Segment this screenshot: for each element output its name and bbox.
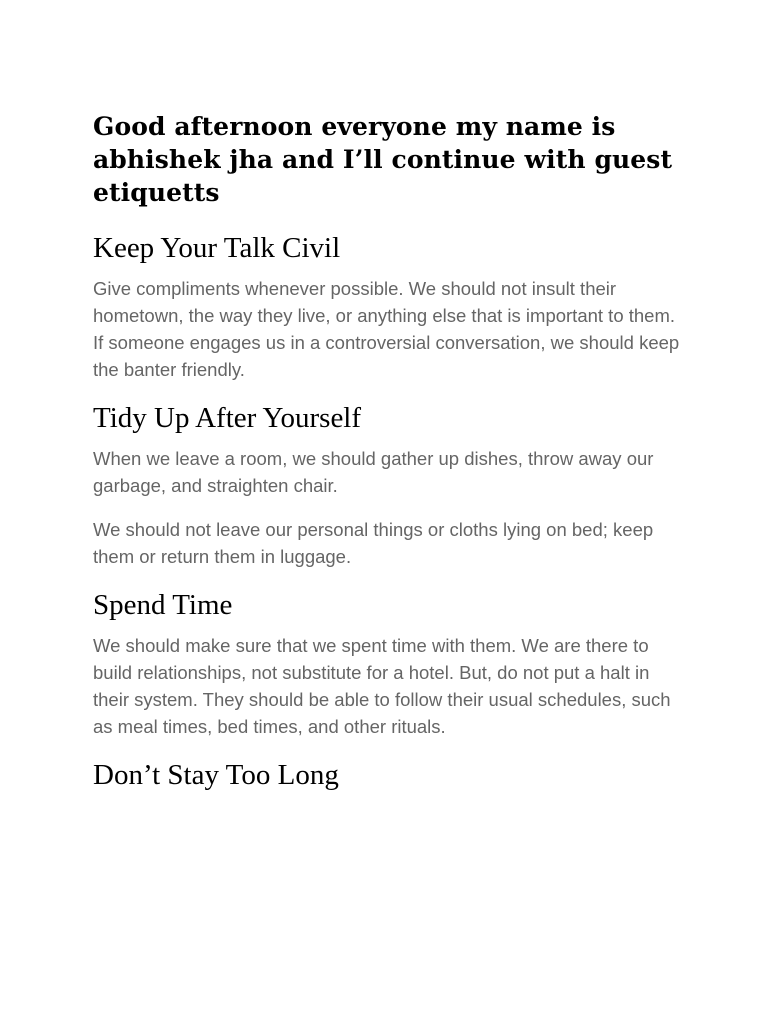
intro-heading: Good afternoon everyone my name is abhishek jha and I’ll continue with guest etiquetts [93,112,673,207]
section-heading: Keep Your Talk Civil [93,232,341,264]
section-paragraph: We should not leave our personal things or cloths lying on bed; keep them or return them in luggage. [93,519,654,567]
document-content [93,110,683,810]
section-paragraph: Give compliments whenever possible. We should not insult their hometown, the way they live, or anything else that is important to them. If someone engages us in a controversial conversation, we should keep the banter friendly. [93,278,680,380]
section-heading: Spend Time [93,589,233,621]
section-paragraph: We should make sure that we spent time with them. We are there to build relationships, not substitute for a hotel. But, do not put a halt in their system. They should be able to follow their usual schedules, such as meal times, bed times, and other rituals. [93,635,671,737]
section-tidy-up [93,401,683,570]
section-dont-stay-too-long [93,758,683,792]
section-spend-time [93,588,683,740]
section-heading: Don’t Stay Too Long [93,759,339,791]
section-keep-your-talk-civil [93,231,683,383]
section-heading: Tidy Up After Yourself [93,402,362,434]
section-paragraph: When we leave a room, we should gather up dishes, throw away our garbage, and straighten chair. [93,448,654,496]
